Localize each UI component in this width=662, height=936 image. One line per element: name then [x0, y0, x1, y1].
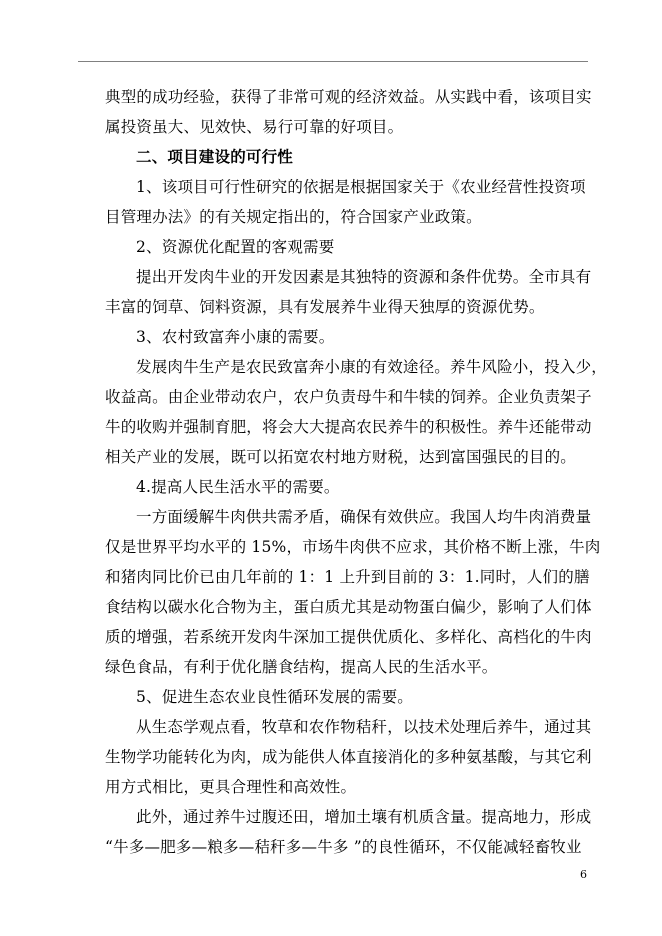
paragraph-line — [105, 832, 589, 862]
line-text: 1、该项目可行性研究的依据是根据国家关于《农业经营性投资项 — [136, 178, 586, 196]
paragraph-line — [105, 172, 589, 202]
subheading-line — [105, 322, 589, 352]
line-text: 5、促进生态农业良性循环发展的需要。 — [136, 688, 413, 706]
paragraph-line — [105, 592, 592, 622]
page-number: 6 — [580, 868, 587, 881]
line-text: 绿色食品，有利于优化膳食结构，提高人民的生活水平。 — [105, 658, 498, 676]
header-rule — [78, 61, 588, 62]
line-text: “牛多—肥多—粮多—秸秆多—牛多 ”的良性循环，不仅能减轻畜牧业 — [105, 838, 582, 856]
paragraph-line — [105, 712, 592, 742]
line-text: 4.提高人民生活水平的需要。 — [136, 478, 340, 496]
paragraph-line — [105, 502, 592, 532]
paragraph-line — [105, 112, 589, 142]
line-text: 牛的收购并强制育肥，将会大大提高农民养牛的积极性。养牛还能带动 — [105, 418, 592, 436]
line-text: 收益高。由企业带动农户，农户负责母牛和牛犊的饲养。企业负责架子 — [105, 388, 592, 406]
line-text: 2、资源优化配置的客观需要 — [136, 238, 335, 256]
paragraph-line — [105, 202, 589, 232]
line-text: 和猪肉同比价已由几年前的 1：1 上升到目前的 3：1.同时，人们的膳 — [105, 568, 590, 586]
paragraph-line — [105, 532, 601, 562]
line-text: 用方式相比，更具合理性和高效性。 — [105, 778, 357, 796]
page-body — [105, 82, 608, 862]
line-text: 3、农村致富奔小康的需要。 — [136, 328, 335, 346]
paragraph-line — [105, 352, 608, 382]
paragraph-line — [105, 802, 592, 832]
line-text: 质的增强，若系统开发肉牛深加工提供优质化、多样化、高档化的牛肉 — [105, 628, 592, 646]
line-text: 提出开发肉牛业的开发因素是其独特的资源和条件优势。全市具有 — [136, 268, 592, 286]
line-text: 发展肉牛生产是农民致富奔小康的有效途径。养牛风险小，投入少， — [136, 358, 608, 376]
paragraph-line — [105, 82, 592, 112]
line-text: 食结构以碳水化合物为主，蛋白质尤其是动物蛋白偏少，影响了人们体 — [105, 598, 592, 616]
paragraph-line — [105, 652, 589, 682]
paragraph-line — [105, 262, 592, 292]
paragraph-line — [105, 562, 589, 592]
heading-text: 二、项目建设的可行性 — [136, 147, 294, 166]
subheading-line — [105, 232, 589, 262]
line-text: 典型的成功经验，获得了非常可观的经济效益。从实践中看，该项目实 — [105, 88, 592, 106]
paragraph-line — [105, 772, 589, 802]
line-text: 从生态学观点看，牧草和农作物秸秆，以技术处理后养牛，通过其 — [136, 718, 592, 736]
paragraph-line — [105, 442, 589, 472]
line-text: 丰富的饲草、饲料资源，具有发展养牛业得天独厚的资源优势。 — [105, 298, 545, 316]
paragraph-line — [105, 292, 589, 322]
line-text: 生物学功能转化为肉，成为能供人体直接消化的多种氨基酸，与其它利 — [105, 748, 592, 766]
line-text: 相关产业的发展，既可以拓宽农村地方财税，达到富国强民的目的。 — [105, 448, 577, 466]
paragraph-line — [105, 412, 592, 442]
subheading-line — [105, 682, 589, 712]
paragraph-line — [105, 622, 592, 652]
line-text: 目管理办法》的有关规定指出的，符合国家产业政策。 — [105, 208, 482, 226]
line-text: 仅是世界平均水平的 15%，市场牛肉供不应求，其价格不断上涨，牛肉 — [105, 538, 601, 556]
subheading-line — [105, 472, 589, 502]
line-text: 属投资虽大、见效快、易行可靠的好项目。 — [105, 118, 404, 136]
paragraph-line — [105, 382, 592, 412]
line-text: 此外，通过养牛过腹还田，增加土壤有机质含量。提高地力，形成 — [136, 808, 592, 826]
section-heading — [105, 142, 589, 172]
line-text: 一方面缓解牛肉供共需矛盾，确保有效供应。我国人均牛肉消费量 — [136, 508, 592, 526]
paragraph-line — [105, 742, 592, 772]
